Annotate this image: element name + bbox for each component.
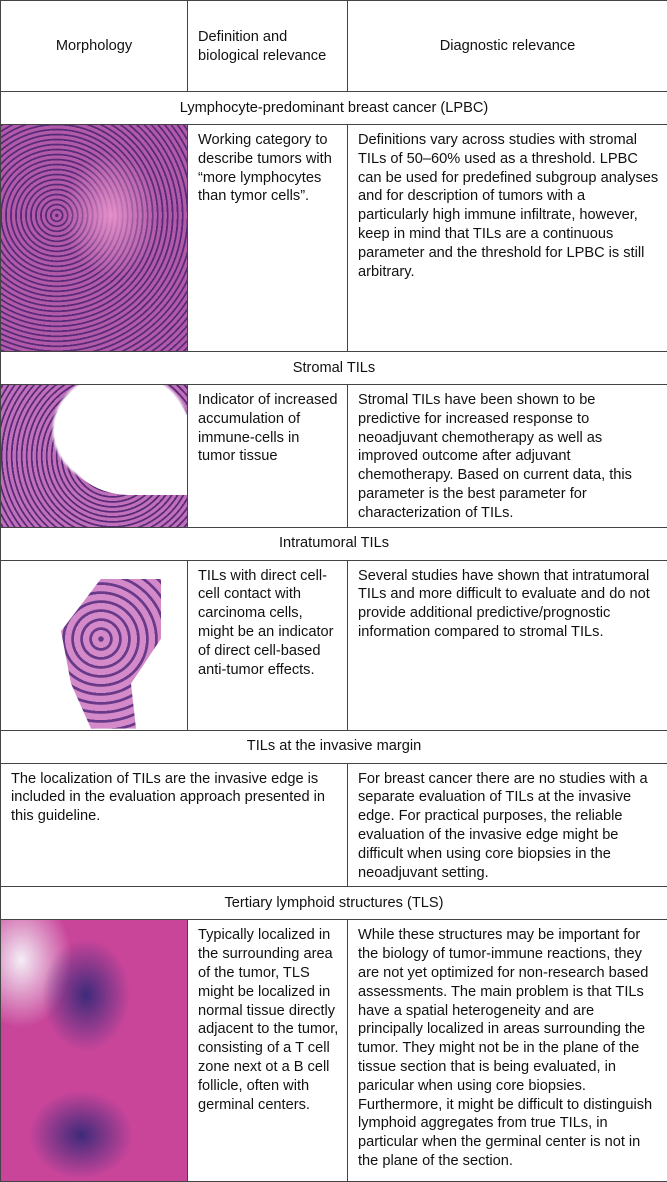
definition-cell: TILs with direct cell-cell contact with carcinoma cells, might be an indicator of direct cell-based anti-tumor effects. bbox=[188, 560, 348, 730]
histology-image-lpbc bbox=[1, 125, 188, 352]
table-row bbox=[1, 385, 667, 528]
section-title-intratumoral: Intratumoral TILs bbox=[1, 527, 667, 560]
relevance-cell: For breast cancer there are no studies with a separate evaluation of TILs at the invasive edge. For practical purposes, the reliable evaluation of the invasive edge might be difficult when using core biopsies in the neoadjuvant setting. bbox=[348, 763, 667, 887]
section-title-invasive-margin: TILs at the invasive margin bbox=[1, 730, 667, 763]
definition-cell: Typically localized in the surrounding area of the tumor, TLS might be localized in normal tissue directly adjacent to the tumor, consisting of a T cell zone next ot a B cell follicle, often with germinal centers. bbox=[188, 920, 348, 1182]
histology-image-intratumoral bbox=[1, 560, 188, 730]
definition-cell: Indicator of increased accumulation of immune-cells in tumor tissue bbox=[188, 385, 348, 528]
header-definition: Definition and biological relevance bbox=[188, 1, 348, 92]
table-row bbox=[1, 560, 667, 730]
section-title-tls: Tertiary lymphoid structures (TLS) bbox=[1, 887, 667, 920]
header-morphology: Morphology bbox=[1, 1, 188, 92]
table-row bbox=[1, 125, 667, 352]
relevance-cell: Definitions vary across studies with stromal TILs of 50–60% used as a threshold. LPBC can be used for predefined subgroup analyses and for description of tumors with a particularly high immune infiltrate, however, keep in mind that TILs are a continuous parameter and the threshold for LPBC is still arbitrary. bbox=[348, 125, 667, 352]
section-title-stromal: Stromal TILs bbox=[1, 352, 667, 385]
relevance-cell: Stromal TILs have been shown to be predictive for increased response to neoadjuvant chemotherapy as well as improved outcome after adjuvant chemotherapy. Based on current data, this parameter is the best parameter for characterization of TILs. bbox=[348, 385, 667, 528]
histology-image-tls bbox=[1, 920, 188, 1182]
histology-image-stromal bbox=[1, 385, 188, 528]
relevance-cell: Several studies have shown that intratumoral TILs and more difficult to evaluate and do not provide additional predictive/prognostic information compared to stromal TILs. bbox=[348, 560, 667, 730]
section-title-lpbc: Lymphocyte-predominant breast cancer (LPBC) bbox=[1, 92, 667, 125]
header-row bbox=[1, 1, 667, 92]
table-row bbox=[1, 763, 667, 887]
definition-cell: The localization of TILs are the invasive edge is included in the evaluation approach presented in this guideline. bbox=[1, 763, 348, 887]
table-row bbox=[1, 920, 667, 1182]
header-diagnostic: Diagnostic relevance bbox=[348, 1, 667, 92]
relevance-cell: While these structures may be important for the biology of tumor-immune reactions, they are not yet optimized for non-research based assessments. The main problem is that TILs have a spatial heterogeneity and are principally localized in areas surrounding the tumor. They might not be in the plane of the tissue section that is being evaluated, in paricular when using core biopsies. Furthermore, it might be difficult to distinguish lymphoid aggregates from true TILs, in particular when the germinal center is not in the plane of the section. bbox=[348, 920, 667, 1182]
definition-cell: Working category to describe tumors with “more lymphocytes than tymor cells”. bbox=[188, 125, 348, 352]
